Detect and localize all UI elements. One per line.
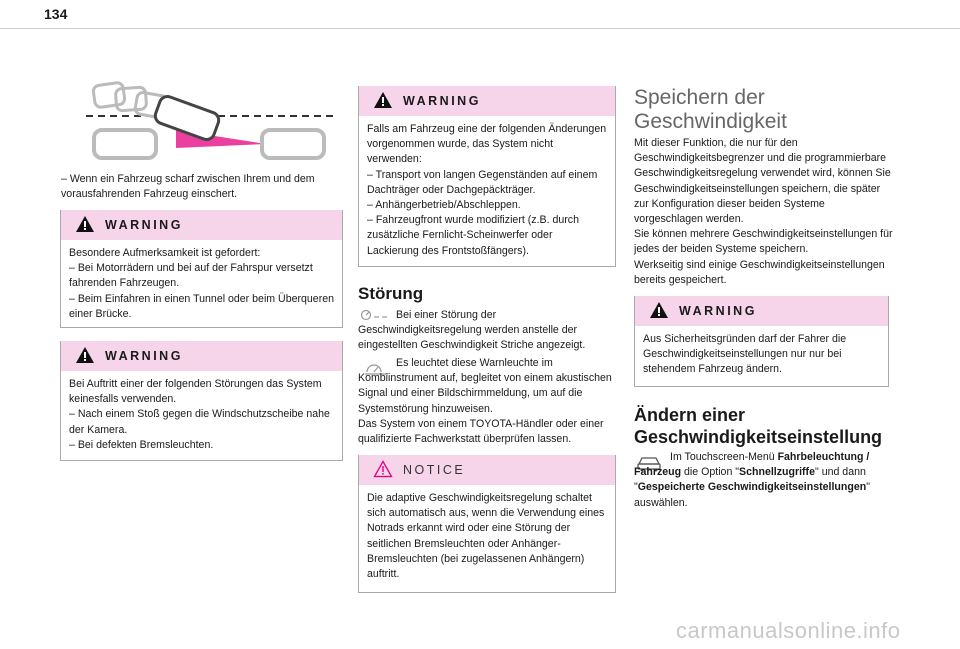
warning-triangle-icon (373, 91, 393, 109)
warning-triangle-icon (75, 215, 95, 233)
aendern-instruction (634, 450, 884, 511)
instruction-text: die Option " (681, 466, 740, 479)
menu-name: Fahrbeleuchtung / Fahrzeug (634, 451, 870, 479)
warning-label: WARNING (105, 218, 183, 232)
instruction-text: Im Touchscreen-Menü (670, 451, 778, 463)
notice-box (358, 455, 616, 593)
option-name: Gespeicherte Geschwindigkeitseinstellungen (637, 481, 867, 494)
warning-label: WARNING (679, 304, 757, 318)
section-heading-aendern: Ändern einer Geschwindigkeitseinstellung (634, 405, 883, 447)
warning-body: Aus Sicherheitsgründen darf der Fahrer die Geschwindigkeitseinstellungen nur nur bei stehendem Fahrzeug ändern. (643, 333, 847, 376)
warning-triangle-icon (75, 346, 95, 364)
lane-change-illustration (86, 74, 336, 164)
warning-triangle-icon (649, 301, 669, 319)
instruction-text: " und dann " (634, 466, 866, 494)
fault-paragraph-2: Es leuchtet diese Warnleuchte im Kombiinstrument auf, begleitet von einem akustischen Signal und einer Bildschirmmeldung, um auf die Systemstörung hinzuweisen. (358, 357, 612, 415)
watermark: carmanualsonline.info (676, 618, 901, 643)
page-number: 134 (44, 6, 68, 22)
warning-body: Besondere Aufmerksamkeit ist gefordert: – Bei Motorrädern und bei auf der Fahrspur versetzt fahrenden Fahrzeugen. – Beim Einfahren in einen Tunnel oder beim Überqueren einer Brücke. (69, 247, 335, 320)
notice-label: NOTICE (403, 463, 466, 477)
warning-box-1 (60, 210, 343, 328)
illustration-caption: – Wenn ein Fahrzeug scharf zwischen Ihrem und dem vorausfahrenden Fahrzeug einschert. (61, 173, 315, 201)
warning-box-3 (358, 86, 616, 267)
warning-box-4 (634, 296, 889, 387)
option-name: Schnellzugriffe (739, 466, 815, 479)
section-heading-stoerung: Störung (358, 284, 424, 303)
warning-label: WARNING (403, 94, 481, 108)
fault-paragraph-1: Bei einer Störung der Geschwindigkeitsregelung werden anstelle der eingestellten Geschwindigkeit Striche angezeigt. (358, 309, 586, 352)
warning-body: Bei Auftritt einer der folgenden Störungen das System keinesfalls verwenden. – Nach einem Stoß gegen die Windschutzscheibe nahe der Kamera. – Bei defekten Bremsleuchten. (69, 378, 330, 451)
warning-label: WARNING (105, 349, 183, 363)
notice-triangle-icon (373, 460, 393, 478)
warning-body: Falls am Fahrzeug eine der folgenden Änderungen vorgenommen wurde, das System nicht verwenden: – Transport von langen Gegenständen auf einem Dachträger oder Dachgepäckträger. – Anhängerbetrieb/Abschleppen. – Fahrzeugfront wurde modifiziert (z.B. durch zusätzliche Fernlicht-Scheinwerfer oder Lackierung des Frontstoßfängers). (367, 123, 607, 257)
header-rule (0, 28, 960, 29)
section-heading-speichern: Speichern der Geschwindigkeit (634, 86, 787, 133)
warning-box-2 (60, 341, 343, 461)
fault-paragraph-3: Das System von einem TOYOTA-Händler oder einer qualifizierte Fachwerkstatt überprüfen lassen. (358, 418, 604, 446)
instruction-text: " auswählen. (634, 481, 870, 509)
notice-body: Die adaptive Geschwindigkeitsregelung schaltet sich automatisch aus, wenn die Verwendung eines Notrads erkannt wird oder eine Störung der seitlichen Bremsleuchten oder Anhänger-Bremsleuchten (bei zugelassenen Anhängern) auftritt. (367, 492, 605, 581)
speichern-paragraph: Mit dieser Funktion, die nur für den Geschwindigkeitsbegrenzer und die programmierbare Geschwindigkeitsregelung verwendet wird, können Sie Geschwindigkeitseinstellungen speichern, die später zur Konfiguration dieser beiden Systeme vorgeschlagen werden. Sie können mehrere Geschwindigkeitseinstellungen für jedes der beiden Systeme speichern. Werkseitig sind einige Geschwindigkeitseinstellungen bereits gespeichert. (634, 137, 893, 286)
